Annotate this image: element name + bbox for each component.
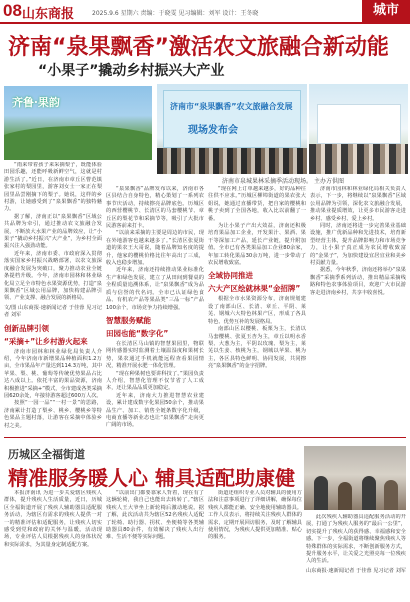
subhead-3: 全域协同推进 xyxy=(208,271,253,281)
paragraph: 南部山区以樱桃、板栗为主，长清以马套樱桃、张夏玉杏为主，章丘以明水香梨、大葱为主，平阴以玫瑰、梨为主，莱芜以生姜、核桃为主，钢城以苹果、桃为主，各区县特色鲜明、协同发展，共同擦亮“泉果飘香”的金字招牌。 xyxy=(208,326,306,370)
paper-name: 山东商报 xyxy=(22,7,75,22)
header-divider xyxy=(0,22,410,24)
paragraph: “现在种果树也要讲科技了。”果园负责人介绍，智慧化管理不仅节省了人工成本，还让果品品质更加稳定。 xyxy=(106,370,204,392)
launch-event-photo xyxy=(157,84,307,174)
subhead-1: 创新品牌引领 xyxy=(4,323,49,333)
second-column-1 xyxy=(4,490,102,598)
person-figure xyxy=(338,482,352,510)
lead-column-2 xyxy=(106,186,204,432)
lead-column-1 xyxy=(4,162,102,432)
event-banner-title: 济南市“泉果飘香”农文旅融合发展 xyxy=(170,102,293,111)
second-reporter: 山东商报·速新闻记者 于佳蓉 见习记者 刘军 xyxy=(306,567,406,574)
paragraph: “以前来采摘的主要是周边的市民，现在外地游客也越来越多了。”长清区张夏街道的果农王大哥说，随着品牌知名度的提升，他家的樱桃价格比往年高出了三成，收入也稳步增加。 xyxy=(106,230,204,267)
second-headline: 精准服务暖人心 辅具适配助康健 xyxy=(8,466,295,490)
second-column-3 xyxy=(208,490,302,598)
person-figure xyxy=(384,480,398,510)
fruit-booth xyxy=(317,104,401,144)
booth-visitors xyxy=(309,144,408,174)
page-number: 08 xyxy=(3,1,22,20)
lead-column-3 xyxy=(208,186,306,432)
paragraph: “现在网上订单越来越多，好的品种往往供不应求。”历城区柳埠街道的果农张大姐说，她通过直播带货，把自家的樱桃和桃子卖到了全国各地，收入比以前翻了一番。 xyxy=(208,186,306,222)
paragraph: 本报济南讯 为进一步关爱辖区残疾人群体，提升残疾人生活质量，近日，历城区全福街道开展了残疾人辅助器具适配服务活动，为辖区有需求的残疾人提供一对一的精准评估和适配服务，让残疾人切实感受到党和政府的关怀与温暖。活动现场，专业评估人员根据残疾人的身体状况和实际需求，为其量身定制适配方案。 xyxy=(4,490,102,548)
event-crowd xyxy=(157,148,307,174)
event-banner xyxy=(163,90,301,148)
lead-subheadline: “小果子”撬动乡村振兴大产业 xyxy=(38,63,225,79)
page-header xyxy=(0,0,410,22)
paragraph: 此次残疾人辅助器具适配服务活动的开展，打通了为残疾人服务的“最后一公里”，切实提升了残疾人的获得感、幸福感和安全感。下一步，全福街道将继续聚焦残疾人等特殊群体的实际需求，不断创新服务方式，提升服务水平，让关爱之光照亮每一位残疾人的生活。 xyxy=(306,514,406,565)
paragraph: “泉果飘香”品牌发布以来，济南市各区县结合自身特色，精心策划了一系列农事节庆活动，持续擦亮品牌底色。历城区的西营樱桃节、长清区的马套樱桃节、章丘区的梨花节和采摘节等，吸引了大批市民游客前来打卡。 xyxy=(106,186,204,230)
paragraph: 近年来，济南市委、市政府深入贯彻落实国家乡村振兴战略部署，以农文旅深度融合发展为突破口，聚力推动农业全链条提档升级。今年，济南市园林和林业绿化局立足全市特色水果资源优势，打造“泉果飘香”区域公用品牌，加快构建品牌引领、产业支撑、融合发展的新格局。 xyxy=(4,250,102,302)
paragraph: 济南市园林和林业绿化局相关负责人表示，下一步，将继续以“泉果飘香”区域公用品牌为引领，深化农文旅融合发展，推动果业提质增效，让更多市民游客走进乡村、感受乡村、爱上乡村。 xyxy=(310,186,406,222)
lead-headline: 济南“泉果飘香”激活农文旅融合新动能 xyxy=(8,35,389,60)
second-kicker: 历城区全福街道 xyxy=(8,448,85,461)
paragraph: 济南市园林和林业绿化局负责人介绍，今年济南市新增果品种植面积1.2万亩，全市果品年产量达到114.3万吨，其中苹果、梨、桃、葡萄等传统优势果品占比达八成以上。依托丰富的果品资源，济南积极推进“采摘+”模式，全市建成各类采摘园620余处，年接待游客超过600万人次。 xyxy=(4,348,102,399)
paragraph: 街道还组织专业人员对辅具的使用方法和注意事项进行了详细讲解，确保每位残疾人都能正确、安全地使用辅助器具。工作人员表示，将持续关注残疾人群体的需求，定期开展回访服务，及时了解辅具使用情况，为残疾人提供更加精准、贴心的服务。 xyxy=(208,490,302,541)
paragraph: 在长清区马山镇的智慧果园里，物联网传感器实时监测着土壤温湿度和果树长势，果农通过手机就能远程查看果园情况，精准开展水肥一体化管理。 xyxy=(106,340,204,370)
paragraph: 据悉，今年秋季，济南还将举办“泉果飘香”采摘季系列活动，推出精品采摘线路和特色农事体验项目，欢迎广大市民游客走进济南乡村，共享丰收喜悦。 xyxy=(310,267,406,296)
event-banner-subtitle: 现场发布会 xyxy=(188,125,238,136)
paragraph: 按照“一园一品”“一村一景”的思路，济南累计打造了梨乡、桃乡、樱桃乡等特色果品主题村落，让游客在采摘中体验乡村之美。 xyxy=(4,400,102,429)
story-divider xyxy=(4,437,406,438)
paragraph: 近年来，济南还持续推动果业标准化生产和绿色发展，建立了从田间到餐桌的全程质量追溯体系，让“泉果飘香”成为品质与信誉的代名词。全市已认证绿色食品、有机农产品等果品类“三品一标”产品100余个，市场竞争力持续增强。 xyxy=(106,267,204,311)
second-column-4 xyxy=(306,514,406,598)
orchard-photo xyxy=(4,86,152,160)
photo-brand-text: 齐鲁·果韵 xyxy=(12,96,60,109)
subhead-1b: “采摘+”让乡村游火起来 xyxy=(4,336,88,346)
byline: 文/图 山东商报·速新闻记者 于佳蓉 见习记者 刘军 xyxy=(4,304,102,319)
lead-column-4 xyxy=(310,186,406,432)
person-figure xyxy=(362,476,376,510)
orchard-hill xyxy=(4,126,152,160)
paragraph: “以前出门都要靠家人背着，现在有了这辆轮椅，我自己也能出去转转了。”辖区残疾人王大爷坐上新轮椅后激动地说。据了解，此次活动共为辖区52名残疾人适配了轮椅、助行器、拐杖、坐便椅等各类辅助器具80余件，有效解决了残疾人出行难、生活不便等实际问题。 xyxy=(106,490,204,541)
booth-photo xyxy=(309,84,408,174)
paragraph: “雨来带着孩子来采摘梨子，既能体验田园乐趣，还能呼吸新鲜空气，这就是村游生活了。”近日，在济南市章丘区曹范镇张家村的梨园里，游客刘女士一家正在梨园里品尝刚摘下的梨子。她说，这样的乡村游，让她感受到了“泉果飘香”的独特魅力。 xyxy=(4,162,102,213)
person-figure xyxy=(314,476,328,510)
subhead-2b: 田园也能“数字化” xyxy=(106,328,169,338)
issue-meta: 2025.9.6 星期六 责编：于晓雯 见习编辑：刘军 设计：王冬晓 xyxy=(92,10,259,17)
second-column-2 xyxy=(106,490,204,598)
subhead-2: 智慧服务赋能 xyxy=(106,315,151,325)
photo-caption: 济南市泉城果林采摘季活动现场。 主办方供图 xyxy=(222,178,344,185)
paragraph: 为让小果子产出大效益，济南还积极培育果品加工企业，开发果汁、果酒、果干等深加工产品，延长产业链，提升附加值。全市已有各类果品加工企业80余家，年加工转化果品30余万吨，进一步带动了农民增收致富。 xyxy=(208,223,306,267)
paragraph: 根据全市水果资源分布，济南规划建设了南部山区、长清、章丘、平阴、莱芜、钢城六大特色林果产区，形成了各具特色、优势互补的发展格局。 xyxy=(208,296,306,325)
paragraph: 据了解，济南正以“泉果飘香”区域公共品牌为牵引，通过推动农文旅融合发展，不断放大水果产业的品牌效应，让“小果子”撬动乡村振兴“大产业”，为乡村全面振兴注入强劲动能。 xyxy=(4,213,102,250)
subhead-3b: 六大产区绘就林果“金招牌” xyxy=(208,284,301,294)
paragraph: 同时，济南还将进一步完善果业基础设施，推广优新品种和先进技术，培育新型经营主体，提升品牌影响力和市场竞争力，让小果子真正成为农民增收致富的“金果子”，为加快建设宜居宜业和美乡村贡献力量。 xyxy=(310,223,406,267)
paragraph: 近年来，济南大力推进智慧农业建设，累计建成数字化果园50余个，推动果品生产、加工、销售全链条数字化升级，电商直播等新业态也让“泉果飘香”走向更广阔的市场。 xyxy=(106,392,204,429)
section-tag: 城市 xyxy=(362,0,410,22)
assistive-device-photo xyxy=(304,446,406,510)
